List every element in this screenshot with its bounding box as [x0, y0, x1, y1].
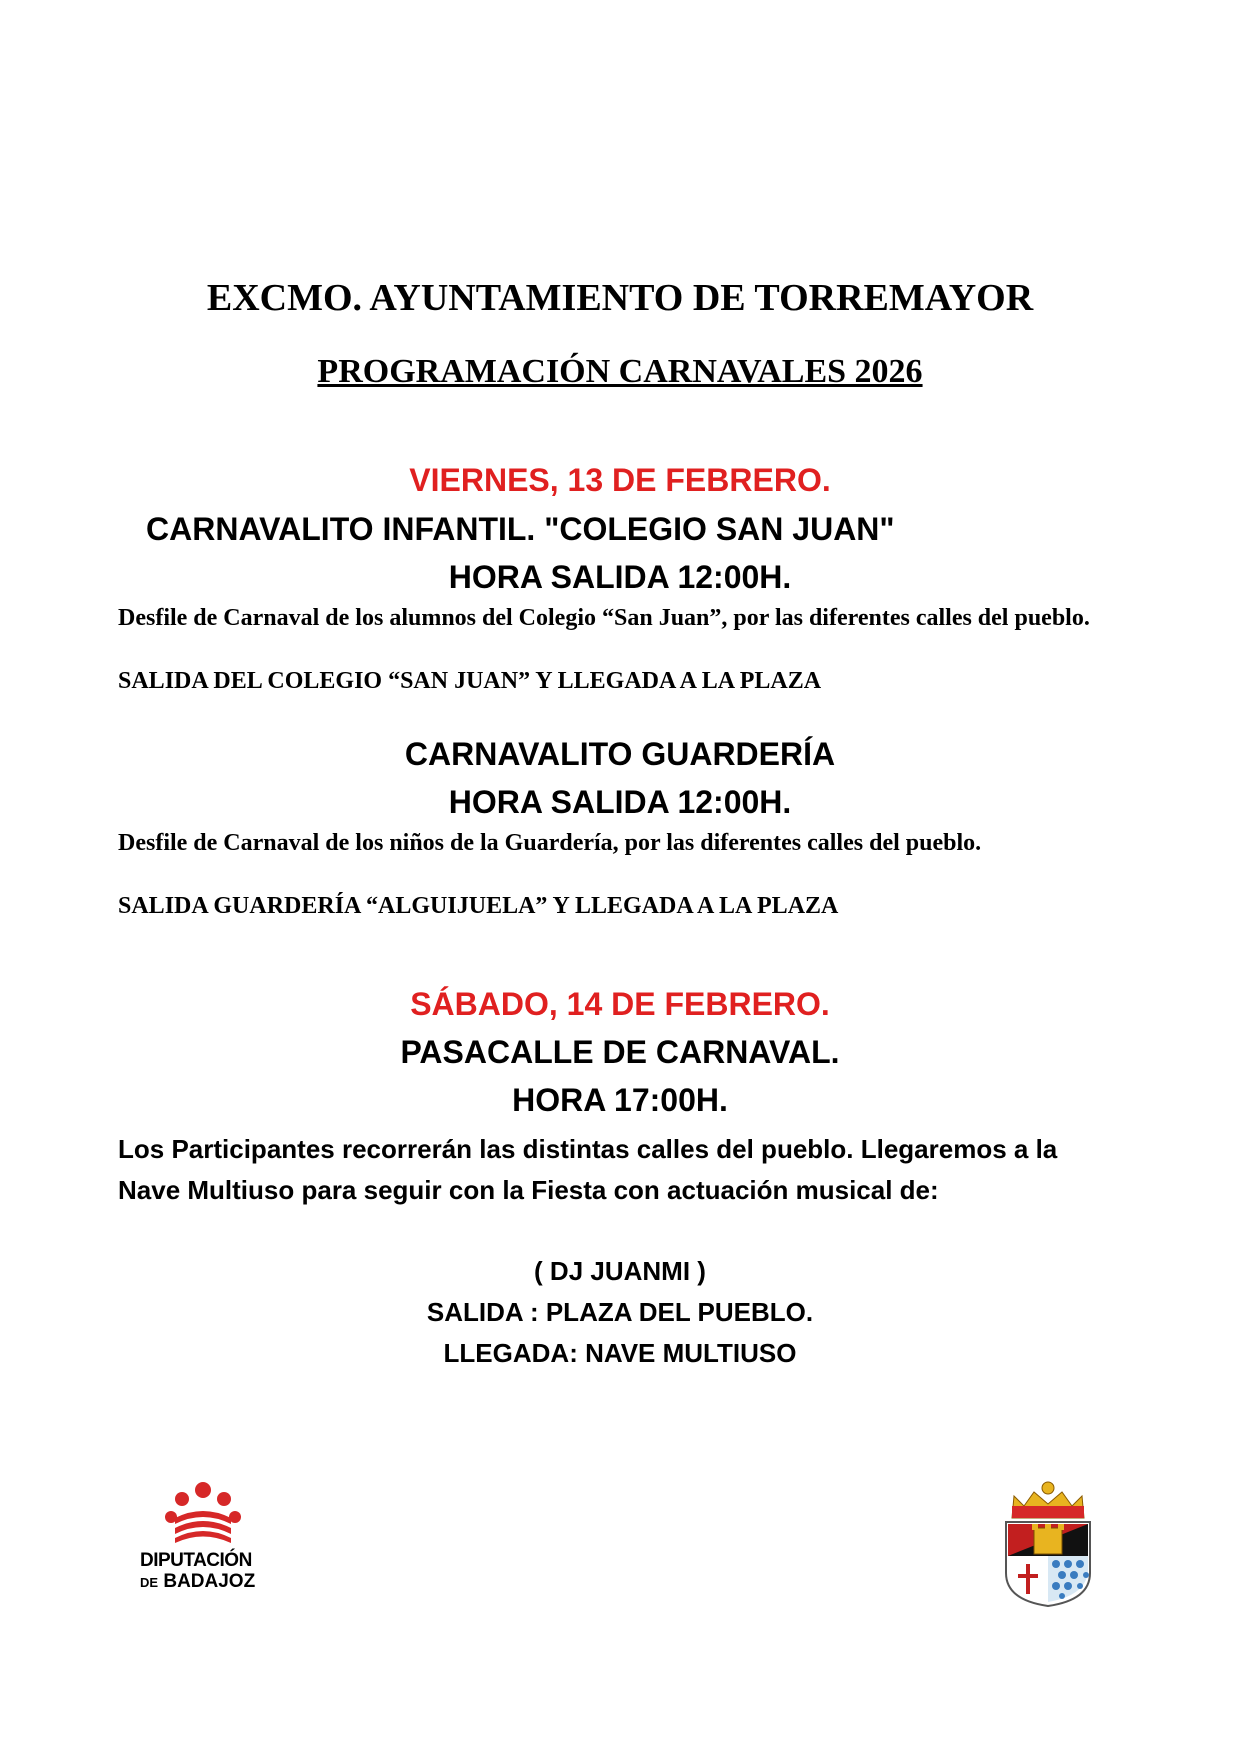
event3-title: PASACALLE DE CARNAVAL. — [400, 1034, 840, 1070]
event2-route: SALIDA GUARDERÍA “ALGUIJUELA” Y LLEGADA A LA PLAZA — [118, 893, 839, 919]
event3-description: Los Participantes recorrerán las distintas calles del pueblo. Llegaremos a la Nave Multiuso para seguir con la Fiesta con actuación musical de: — [118, 1134, 1058, 1205]
page-title: EXCMO. AYUNTAMIENTO DE TORREMAYOR — [206, 277, 1034, 319]
day1-date: VIERNES, 13 DE FEBRERO. — [409, 462, 831, 498]
dj-name: ( DJ JUANMI ) — [534, 1256, 706, 1286]
event2-title: CARNAVALITO GUARDERÍA — [404, 736, 836, 772]
event3-start: SALIDA : PLAZA DEL PUEBLO. — [426, 1297, 814, 1327]
day2-date: SÁBADO, 14 DE FEBRERO. — [410, 986, 830, 1022]
diputacion-line2: DE BADAJOZ — [140, 1571, 256, 1592]
coat-of-arms-icon — [1000, 1478, 1096, 1608]
event1-description: Desfile de Carnaval de los alumnos del Colegio “San Juan”, por las diferentes calles del pueblo. — [118, 605, 1090, 631]
event3-end: LLEGADA: NAVE MULTIUSO — [443, 1338, 797, 1368]
event1-title: CARNAVALITO INFANTIL. "COLEGIO SAN JUAN" — [146, 511, 895, 547]
diputacion-line1: DIPUTACIÓN — [140, 1550, 252, 1571]
event2-time: HORA SALIDA 12:00H. — [448, 784, 792, 820]
diputacion-logo — [140, 1480, 280, 1590]
event1-route: SALIDA DEL COLEGIO “SAN JUAN” Y LLEGADA A LA PLAZA — [118, 668, 822, 694]
event3-time: HORA 17:00H. — [512, 1082, 728, 1118]
diputacion-emblem-icon — [140, 1480, 280, 1545]
event1-time: HORA SALIDA 12:00H. — [448, 559, 792, 595]
event2-description: Desfile de Carnaval de los niños de la Guardería, por las diferentes calles del pueblo. — [118, 830, 982, 856]
page-subtitle: PROGRAMACIÓN CARNAVALES 2026 — [317, 353, 923, 390]
